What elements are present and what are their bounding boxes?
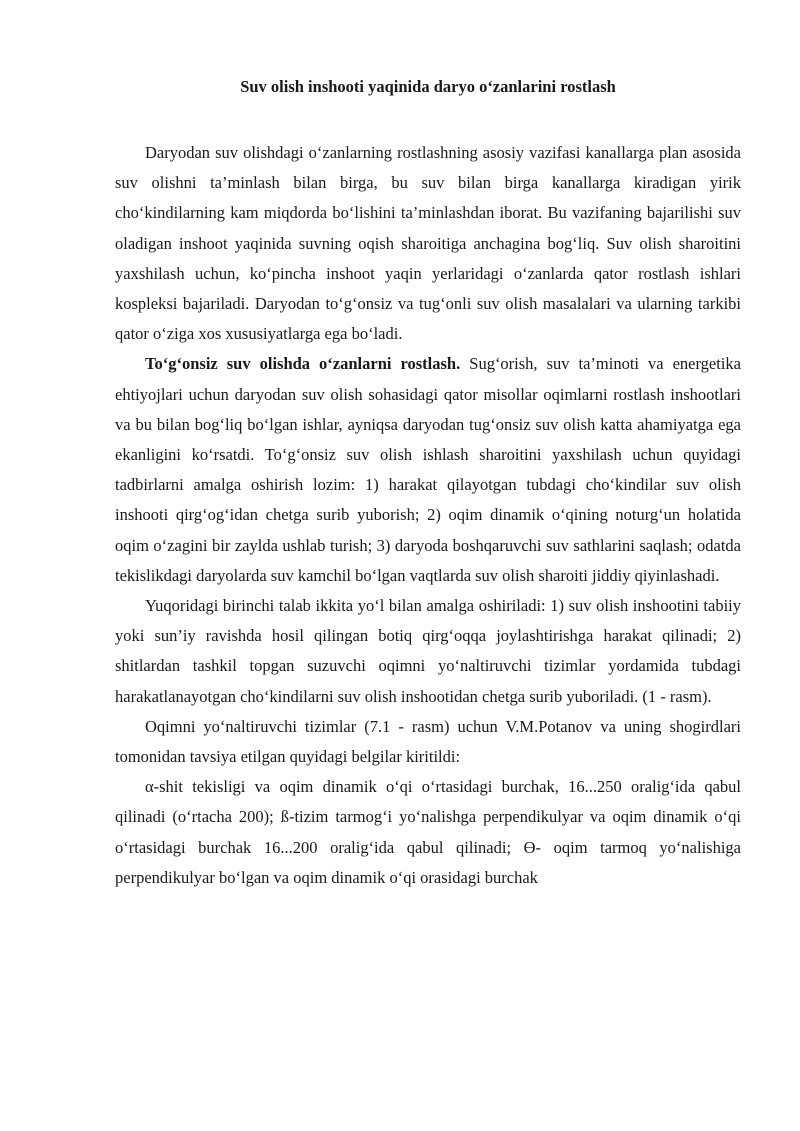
- paragraph-3: [115, 591, 741, 712]
- paragraph-4-text: Oqimni yo‘naltiruvchi tizimlar (7.1 - rasm) uchun V.M.Potanov va uning shogirdlari tomonidan tavsiya etilgan quyidagi belgilar kiritildi:: [115, 716, 741, 767]
- document-page: [115, 72, 741, 893]
- paragraph-2-text: Sug‘orish, suv ta’minoti va energetika ehtiyojlari uchun daryodan suv olish sohasidagi qator misollar oqimlarni rostlash inshootlari va bu bilan bog‘liq bo‘lgan ishlar, ayniqsa daryodan tug‘onsiz suv olish katta ahamiyatga ega ekanligini ko‘rsatdi. To‘g‘onsiz suv olish ishlash sharoitini yaxshilash uchun quyidagi tadbirlarni amalga oshirish lozim: 1) harakat qilayotgan tubdagi cho‘kindilar suv olish inshooti qirg‘og‘idan chetga surib yuborish; 2) oqim dinamik o‘qining noturg‘un holatida oqim o‘zagini bir zaylda ushlab turish; 3) daryoda boshqaruvchi suv sathlarini saqlash; odatda tekislikdagi daryolarda suv kamchil bo‘lgan vaqtlarda suv olish sharoiti jiddiy qiyinlashadi.: [115, 354, 741, 585]
- document-title: Suv olish inshooti yaqinida daryo o‘zanlarini rostlash: [240, 77, 616, 96]
- paragraph-1-text: Daryodan suv olishdagi o‘zanlarning rostlashning asosiy vazifasi kanallarga plan asosida suv olishni ta’minlash bilan birga, bu suv bilan birga kanallarga kiradigan yirik cho‘kindilarning kam miqdorda bo‘lishini ta’minlashdan iborat. Bu vazifaning bajarilishi suv oladigan inshoot yaqinida suvning oqish sharoitiga anchagina bog‘liq. Suv olish sharoitini yaxshilash uchun, ko‘pincha inshoot yaqin yerlaridagi o‘zanlarda qator rostlash ishlari kospleksi bajariladi. Daryodan to‘g‘onsiz va tug‘onli suv olish masalalari va ularning tarkibi qator o‘ziga xos xususiyatlarga ega bo‘ladi.: [115, 143, 741, 344]
- paragraph-5-text: α-shit tekisligi va oqim dinamik o‘qi o‘rtasidagi burchak, 16...250 oralig‘ida qabul qilinadi (o‘rtacha 200); ß-tizim tarmog‘i yo‘nalishga perpendikulyar va oqim dinamik o‘qi o‘rtasidagi burchak 16...200 oralig‘ida qabul qilinadi; Ө- oqim tarmoq yo‘nalishiga perpendikulyar bo‘lgan va oqim dinamik o‘qi orasidagi burchak: [115, 777, 741, 887]
- paragraph-2-lead: To‘g‘onsiz suv olishda o‘zanlarni rostlash.: [145, 354, 461, 374]
- paragraph-2: [115, 349, 741, 591]
- paragraph-4: [115, 712, 741, 772]
- paragraph-1: [115, 138, 741, 349]
- paragraph-5: [115, 772, 741, 893]
- paragraph-3-text: Yuqoridagi birinchi talab ikkita yo‘l bilan amalga oshiriladi: 1) suv olish inshootini tabiiy yoki sun’iy ravishda hosil qilingan botiq qirg‘oqqa joylashtirishga harakat qilinadi; 2) shitlardan tashkil topgan suzuvchi oqimni yo‘naltiruvchi tizimlar yordamida tubdagi harakatlanayotgan cho‘kindilarni suv olish inshootidan chetga surib yuboriladi. (1 - rasm).: [115, 596, 741, 706]
